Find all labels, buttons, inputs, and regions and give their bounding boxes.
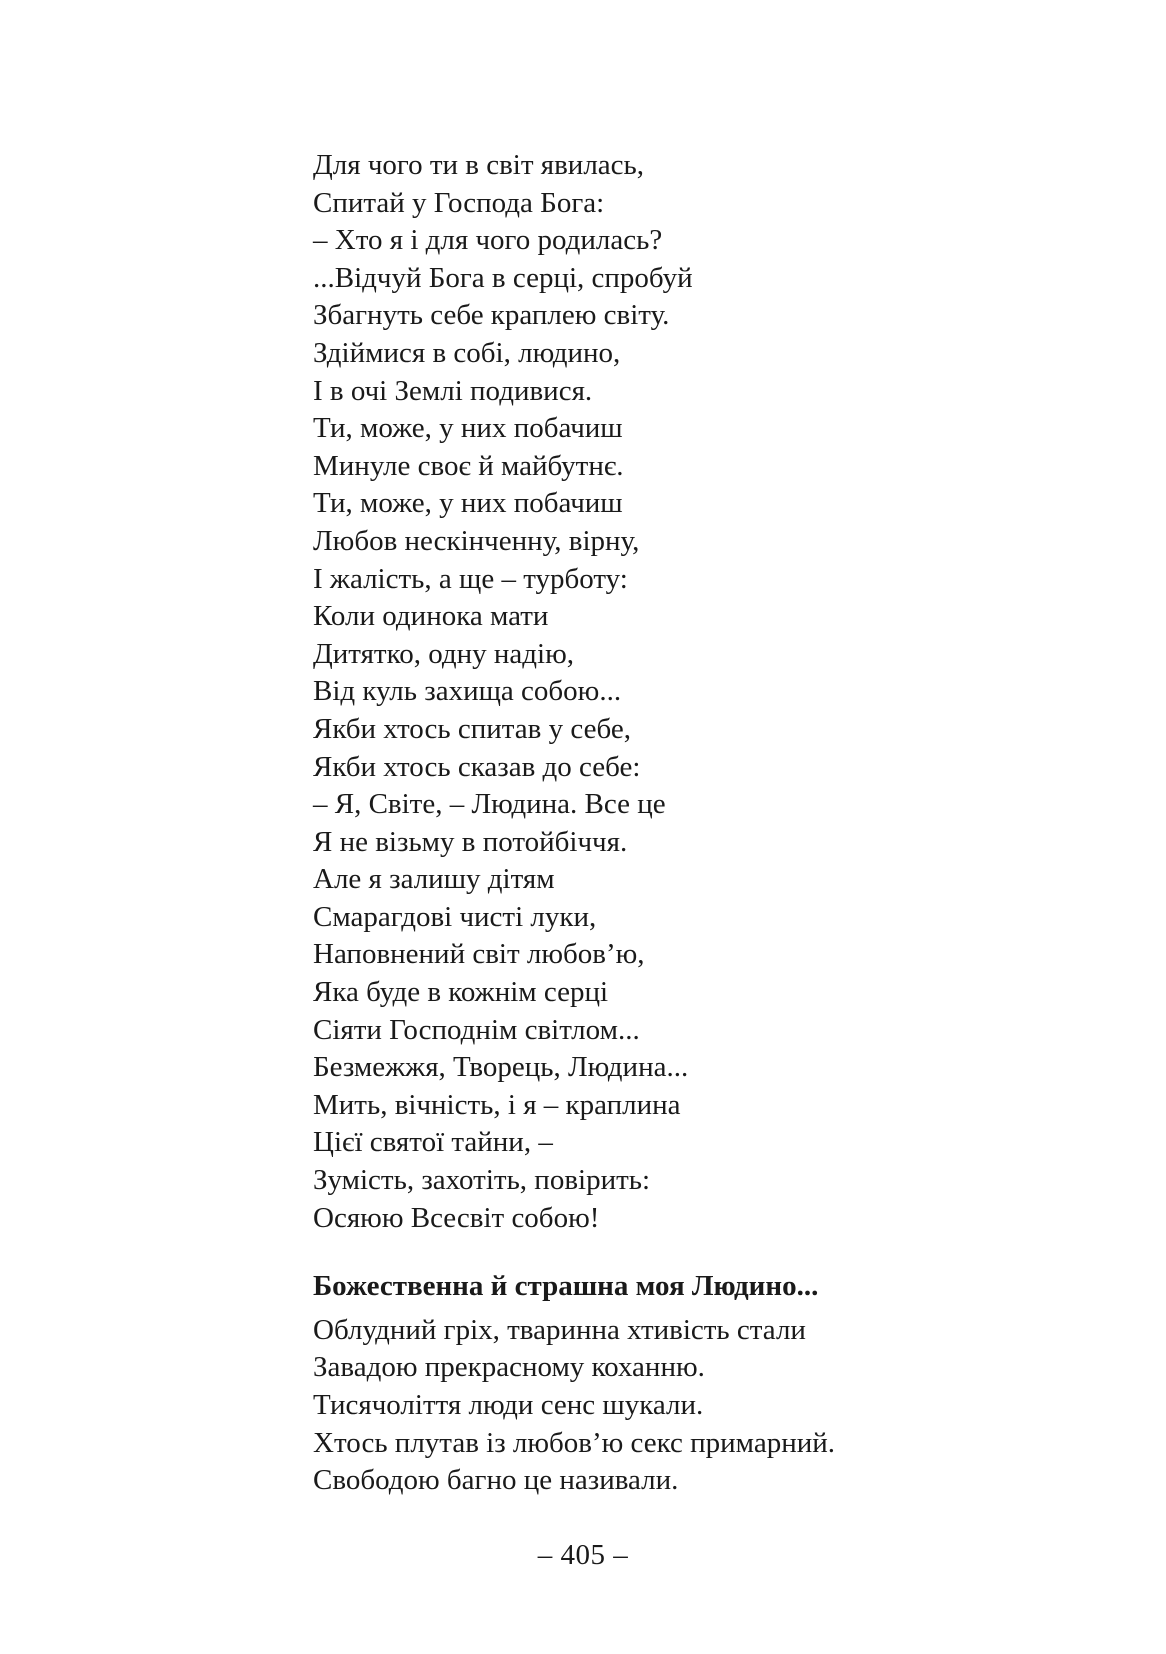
poem-line: Для чого ти в світ явилась, (313, 149, 645, 181)
poem-line: І жалість, а ще – турботу: (313, 562, 628, 595)
poem-line: – Хто я і для чого родилась? (313, 224, 663, 257)
poem-line: І в очі Землі подивися. (313, 374, 593, 407)
poem-line: Від куль захища собою... (313, 675, 622, 708)
poem-line: – Я, Світе, – Людина. Все це (313, 788, 666, 821)
poem-line: Безмежжя, Творець, Людина... (313, 1051, 689, 1084)
poem-line: Минуле своє й майбутнє. (313, 449, 624, 482)
poem-line: Хтось плутав із любов’ю секс примарний. (313, 1426, 836, 1459)
poem-line: Мить, вічність, і я – краплина (313, 1088, 681, 1121)
poem-line: Коли одинока мати (313, 600, 549, 633)
poem-2 (313, 1312, 1073, 1500)
poem-line: Осяюю Всесвіт собою! (313, 1201, 600, 1234)
poem-line: Смарагдові чисті луки, (313, 900, 597, 933)
poem-line: Збагнуть себе краплею світу. (313, 299, 670, 332)
poem-line: Тисячоліття люди сенс шукали. (313, 1389, 704, 1421)
poem-line: Здіймися в собі, людино, (313, 336, 621, 369)
poem-line: Завадою прекрасному коханню. (313, 1351, 705, 1384)
poem-line: Свободою багно це називали. (313, 1464, 679, 1497)
page-number: – 405 – (537, 1539, 629, 1571)
poem-line: Я не візьму в потойбіччя. (313, 825, 628, 858)
poem-line: Якби хтось спитав у себе, (313, 712, 631, 745)
poem-line: Яка буде в кожнім серці (313, 976, 609, 1009)
poem-line: Але я залишу дітям (313, 863, 555, 896)
poem-line: Спитай у Господа Бога: (313, 186, 605, 219)
poem-line: Цієї святої тайни, – (313, 1126, 553, 1159)
poem-line: Любов нескінченну, вірну, (313, 524, 640, 557)
poem-line: Дитятко, одну надію, (313, 637, 575, 670)
poem-line: Якби хтось сказав до себе: (313, 750, 641, 783)
poem-line: Наповнений світ любов’ю, (313, 938, 645, 971)
poem-line: Сіяти Господнім світлом... (313, 1013, 640, 1046)
poem-line: Облудний гріх, тваринна хтивість стали (313, 1313, 806, 1346)
poem-line: Ти, може, у них побачиш (313, 412, 623, 445)
poem-1 (313, 147, 1073, 1237)
poem-2-title: Божественна й страшна моя Людино... (313, 1270, 819, 1303)
poem-line: Зумість, захотіть, повірить: (313, 1164, 651, 1197)
poem-line: Ти, може, у них побачиш (313, 487, 623, 520)
page-text (313, 147, 1073, 1500)
poem-line: ...Відчуй Бога в серці, спробуй (313, 261, 693, 294)
